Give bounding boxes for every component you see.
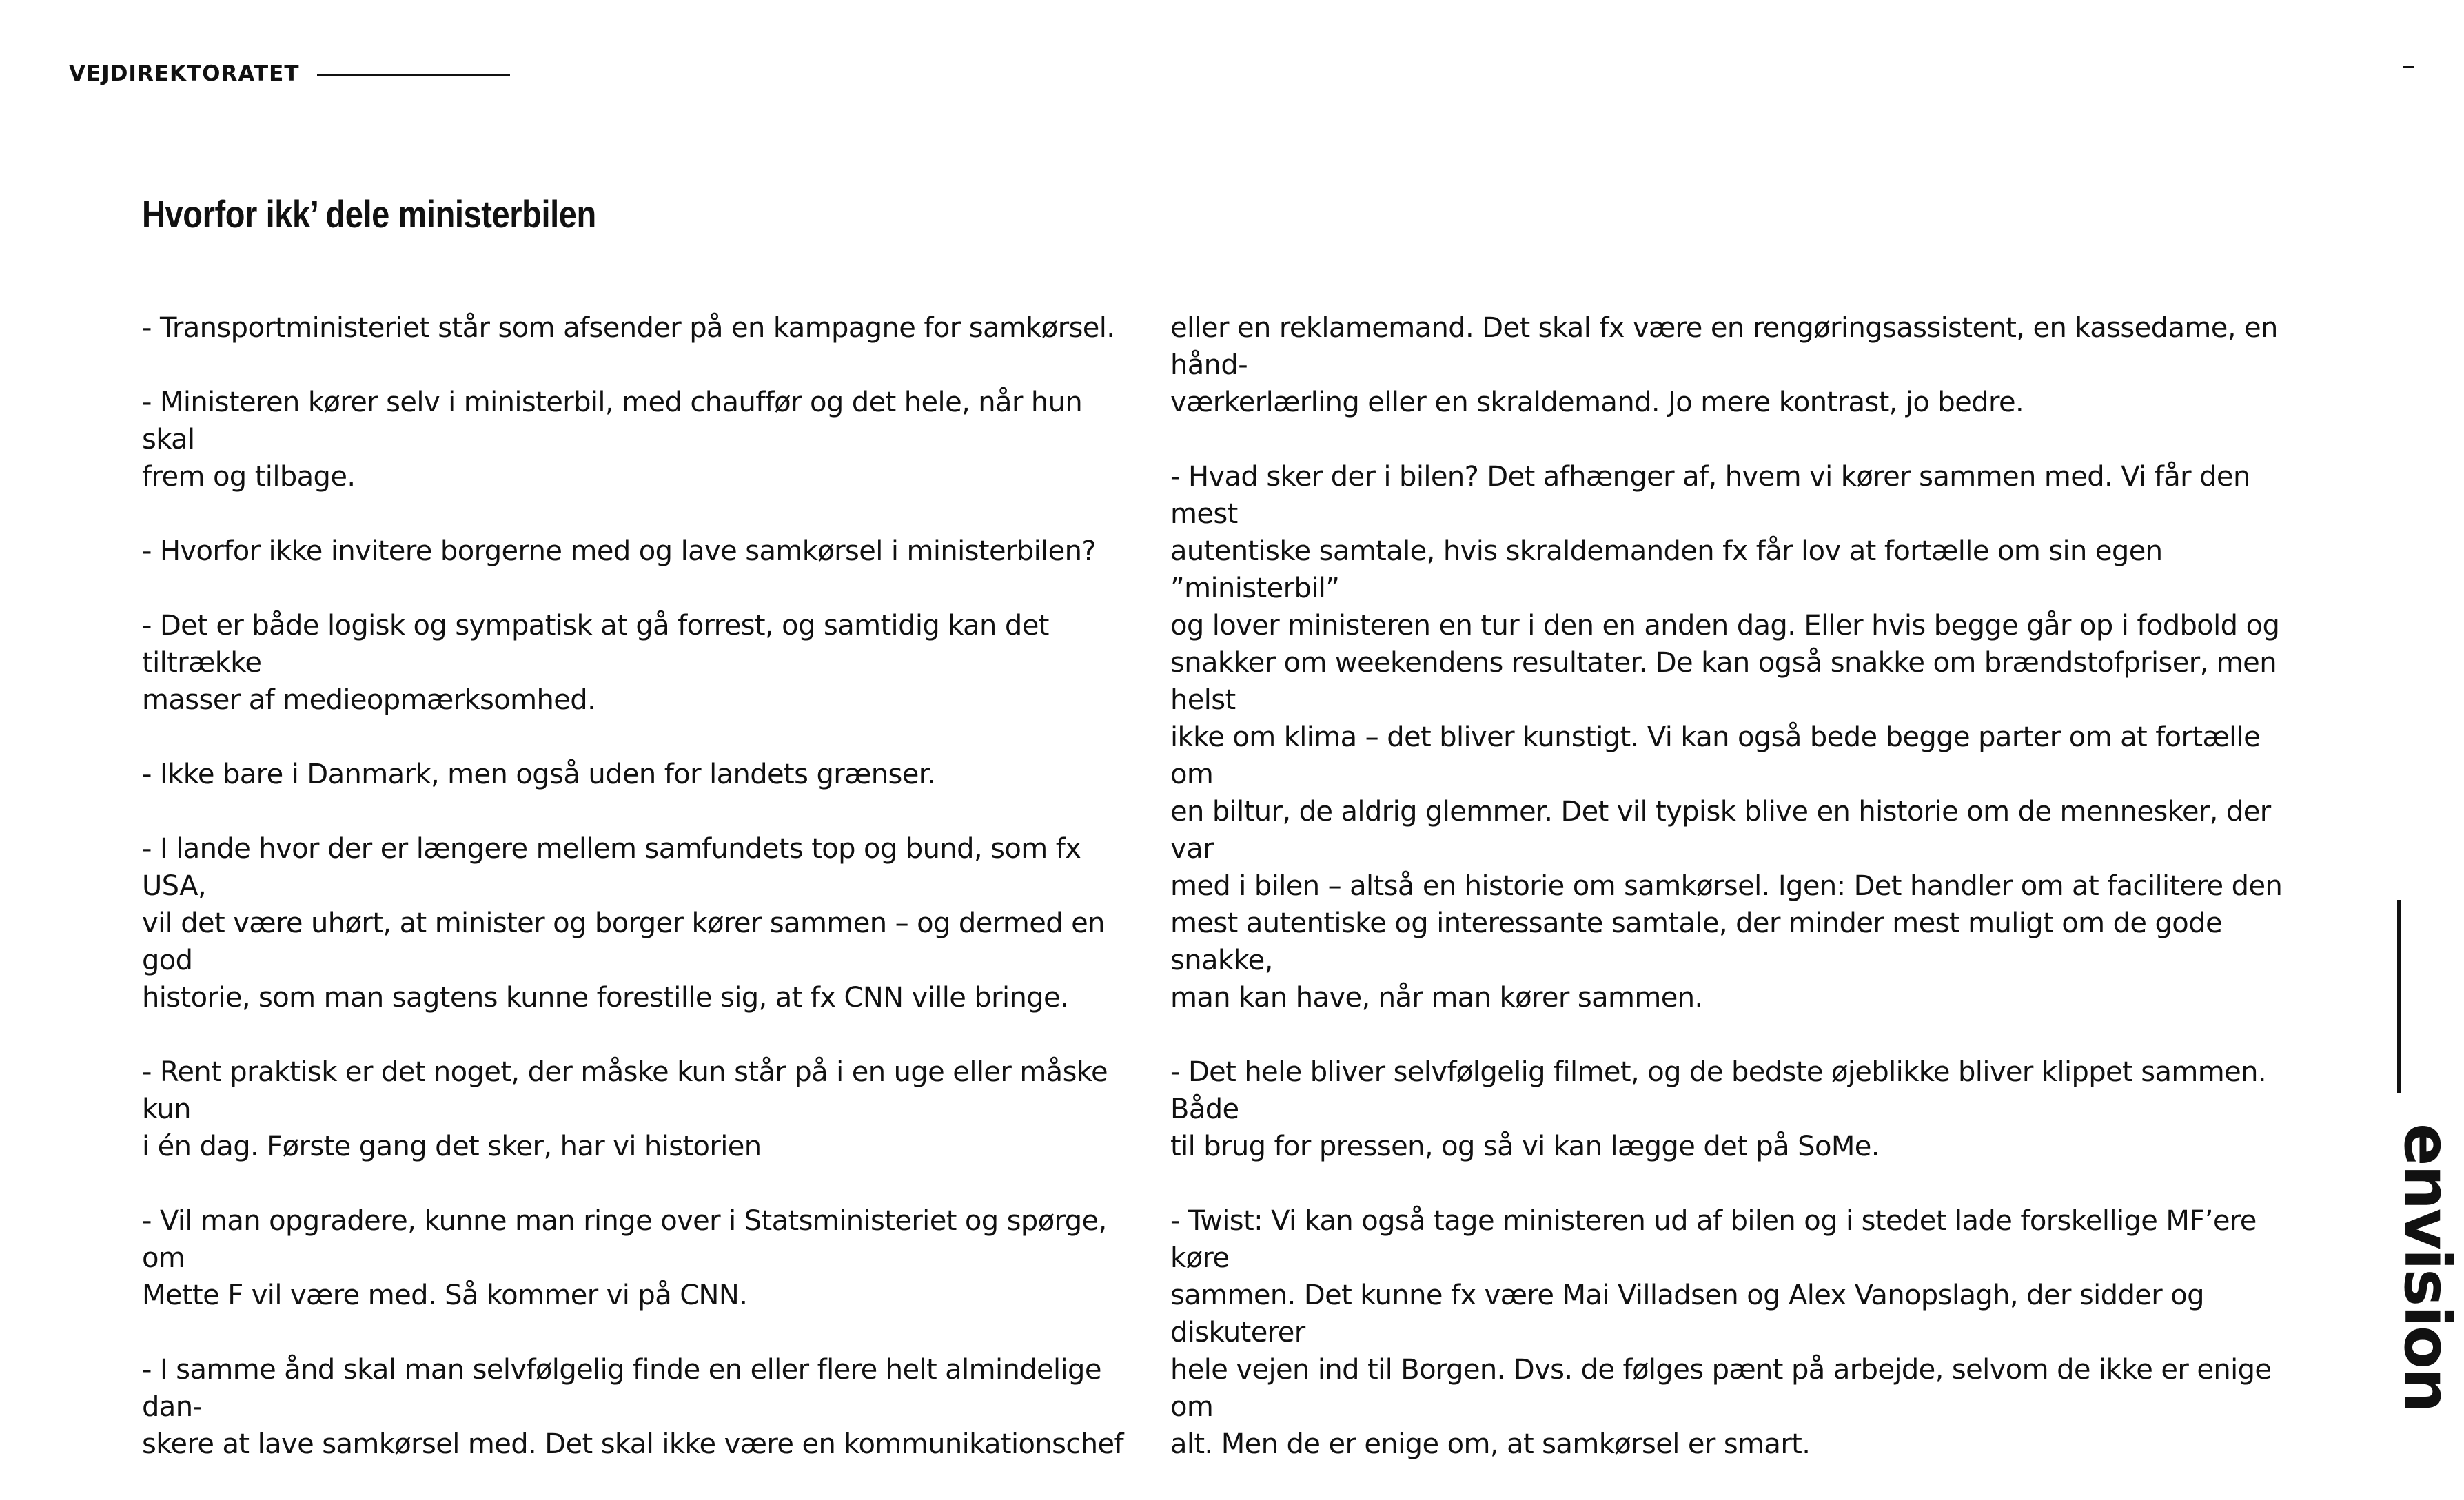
header-brand: VEJDIREKTORATET [69,61,300,86]
page-title: Hvorfor ikk’ dele ministerbilen [142,192,596,236]
paragraph: - I lande hvor der er længere mellem samfundets top og bund, som fx USA, vil det være uhørt, at minister og borger kører sammen – og dermed en god historie, som man sagtens kunne forestille sig, at fx CNN ville bringe. [142,833,1105,1014]
paragraph: - Det er både logisk og sympatisk at gå forrest, og samtidig kan det tiltrække masser af medieopmærksomhed. [142,610,1049,716]
paragraph: - Twist: Vi kan også tage ministeren ud af bilen og i stedet lade forskellige MF’ere køre sammen. Det kunne fx være Mai Villadsen og Alex Vanopslagh, der sidder og diskuterer hele vejen ind til Borgen. Dvs. de følges pænt på arbejde, selvom de ikke er enige om alt. Men de er enige om, at samkørsel er smart. [1170,1205,2272,1460]
paragraph: - I samme ånd skal man selvfølgelig finde en eller flere helt almindelige dan- skere at lave samkørsel med. Det skal ikke være en kommunikationschef [142,1354,1124,1460]
paragraph: - Vil man opgradere, kunne man ringe over i Statsministeriet og spørge, om Mette F vil være med. Så kommer vi på CNN. [142,1205,1107,1311]
paragraph: - Det hele bliver selvfølgelig filmet, og de bedste øjeblikke bliver klippet sammen. Både til brug for pressen, og så vi kan lægge det på SoMe. [1170,1056,2267,1162]
page-marker [2403,66,2414,68]
side-rule [2397,900,2401,1093]
paragraph: - Hvad sker der i bilen? Det afhænger af, hvem vi kører sammen med. Vi får den mest autentiske samtale, hvis skraldemanden fx får lov at fortælle om sin egen ”ministerbil” og lover ministeren en tur i den en anden dag. Eller hvis begge går op i fodbold og snakker om weekendens resultater. De kan også snakke om brændstofpriser, men helst ikke om klima – det bliver kunstigt. Vi kan også bede begge parter om at fortælle om en biltur, de aldrig glemmer. Det vil typisk blive en historie om de mennesker, der var med i bilen – altså en historie om samkørsel. Igen: Det handler om at facilitere den mest autentiske og interessante samtale, der minder mest muligt om de gode snakke, man kan have, når man kører sammen. [1170,461,2283,1014]
left-column [142,309,1134,1500]
paragraph: - Rent praktisk er det noget, der måske kun står på i en uge eller måske kun i én dag. Første gang det sker, har vi historien [142,1056,1108,1162]
right-column [1170,309,2294,1500]
paragraph: - Transportministeriet står som afsender på en kampagne for samkørsel. [142,312,1115,344]
paragraph: - Ikke bare i Danmark, men også uden for landets grænser. [142,759,936,790]
header-rule [317,74,510,76]
envision-logo: envision [2390,1123,2464,1412]
paragraph: - Ministeren kører selv i ministerbil, med chauffør og det hele, når hun skal frem og tilbage. [142,387,1083,493]
paragraph: - Hvorfor ikke invitere borgerne med og lave samkørsel i ministerbilen? [142,535,1097,567]
paragraph: eller en reklamemand. Det skal fx være en rengøringsassistent, en kassedame, en hånd- værkerlærling eller en skraldemand. Jo mere kontrast, jo bedre. [1170,312,2278,418]
